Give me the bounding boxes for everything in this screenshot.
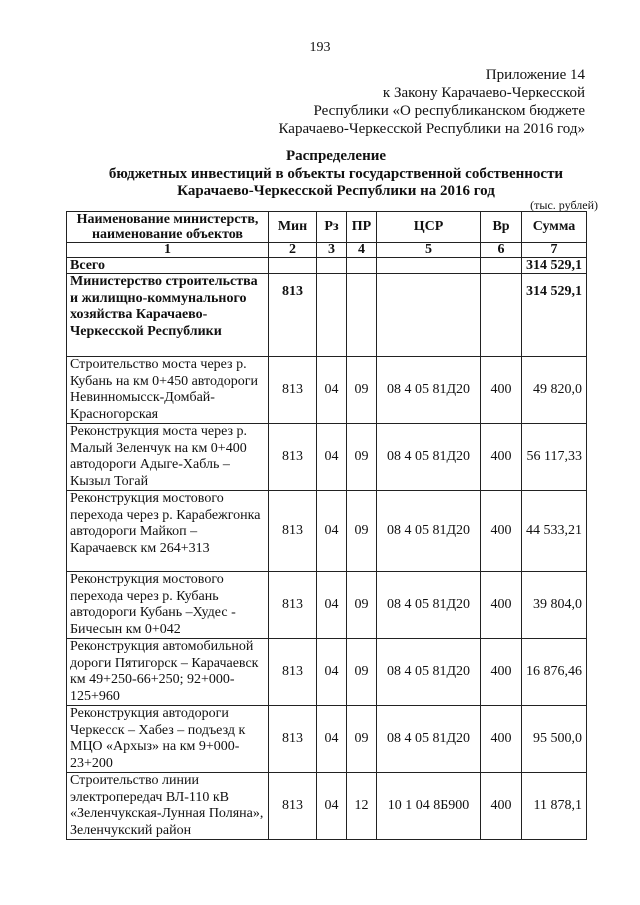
cell-pr: 09 [347,357,377,424]
header-vr: Вр [481,212,522,243]
cell-vr: 400 [481,639,522,706]
cell-sum: 95 500,0 [522,706,587,773]
object-name: Реконструкция автодороги Черкесск – Хабез – подъезд к МЦО «Архыз» на км 9+000-23+200 [67,706,269,773]
header-sum: Сумма [522,212,587,243]
cell-vr: 400 [481,773,522,840]
cell-min: 813 [269,491,317,572]
title-line: Карачаево-Черкесской Республики на 2016 год [177,183,495,199]
cell-csr: 08 4 05 81Д20 [377,639,481,706]
cell-sum: 56 117,33 [522,424,587,491]
ministry-name: Министерство строительства и жилищно-коммунального хозяйства Карачаево-Черкесской Республики [67,274,269,357]
cell-sum: 49 820,0 [522,357,587,424]
cell-rz: 04 [317,773,347,840]
cell-sum: 11 878,1 [522,773,587,840]
total-sum: 314 529,1 [522,258,587,274]
header-min: Мин [269,212,317,243]
header-pr: ПР [347,212,377,243]
cell-pr: 09 [347,424,377,491]
object-name: Реконструкция автомобильной дороги Пятигорск – Карачаевск км 49+250-66+250; 92+000-125+960 [67,639,269,706]
cell-sum: 16 876,46 [522,639,587,706]
investment-table [66,211,587,840]
cell-rz: 04 [317,572,347,639]
total-row [67,258,587,274]
table-row [67,357,587,424]
cell-min: 813 [269,773,317,840]
cell-sum: 44 533,21 [522,491,587,572]
page-number: 193 [309,40,331,55]
cell-vr: 400 [481,424,522,491]
cell-csr: 08 4 05 81Д20 [377,357,481,424]
table-row [67,424,587,491]
table-row [67,706,587,773]
units-label: (тыс. рублей) [530,198,598,212]
cell-pr: 09 [347,491,377,572]
table-row [67,639,587,706]
cell-pr: 09 [347,639,377,706]
object-name: Реконструкция моста через р. Малый Зеленчук на км 0+400 автодороги Адыге-Хабль – Кызыл Тогай [67,424,269,491]
table-row [67,773,587,840]
cell-pr: 09 [347,572,377,639]
cell-csr: 08 4 05 81Д20 [377,572,481,639]
cell-rz: 04 [317,424,347,491]
title-line: Распределение [285,148,387,164]
appendix-line: Карачаево-Черкесской Республики на 2016 год» [278,121,585,137]
column-number: 5 [377,243,481,258]
cell-vr: 400 [481,357,522,424]
column-number: 3 [317,243,347,258]
header-name: Наименование министерств, наименование объектов [67,212,269,243]
column-number-row [67,243,587,258]
cell-vr: 400 [481,572,522,639]
cell-pr: 09 [347,706,377,773]
cell-csr: 08 4 05 81Д20 [377,706,481,773]
column-number: 2 [269,243,317,258]
header-rz: Рз [317,212,347,243]
column-number: 7 [522,243,587,258]
ministry-row [67,274,587,357]
cell-vr: 400 [481,706,522,773]
appendix-header [279,66,586,138]
column-number: 1 [67,243,269,258]
table-row [67,572,587,639]
cell-min: 813 [269,357,317,424]
table-row [67,491,587,572]
cell-csr: 08 4 05 81Д20 [377,491,481,572]
cell-min: 813 [269,706,317,773]
cell-min: 813 [269,572,317,639]
cell-csr: 08 4 05 81Д20 [377,424,481,491]
cell-rz: 04 [317,639,347,706]
column-number: 6 [481,243,522,258]
cell-rz: 04 [317,706,347,773]
appendix-line: к Закону Карачаево-Черкесской [382,85,585,101]
cell-csr: 10 1 04 8Б900 [377,773,481,840]
header-csr: ЦСР [377,212,481,243]
cell-min: 813 [269,639,317,706]
ministry-min: 813 [269,274,317,357]
title-line: бюджетных инвестиций в объекты государственной собственности [108,165,564,182]
object-name: Строительство моста через р. Кубань на км 0+450 автодороги Невинномысск-Домбай-Красногорская [67,357,269,424]
appendix-line: Республики «О республиканском бюджете [313,103,585,119]
ministry-sum: 314 529,1 [522,274,587,357]
cell-sum: 39 804,0 [522,572,587,639]
column-number: 4 [347,243,377,258]
cell-pr: 12 [347,773,377,840]
cell-vr: 400 [481,491,522,572]
cell-rz: 04 [317,491,347,572]
object-name: Реконструкция мостового перехода через р. Карабежгонка автодороги Майкоп – Карачаевск км 264+313 [67,491,269,572]
appendix-line: Приложение 14 [485,67,585,83]
total-label: Всего [67,258,269,274]
cell-min: 813 [269,424,317,491]
object-name: Строительство линии электропередач ВЛ-110 кВ «Зеленчукская-Лунная Поляна», Зеленчукский район [67,773,269,840]
document-title [0,148,640,201]
cell-rz: 04 [317,357,347,424]
object-name: Реконструкция мостового перехода через р. Кубань автодороги Кубань –Худес - Бичесын км 0+042 [67,572,269,639]
header-row [67,212,587,243]
